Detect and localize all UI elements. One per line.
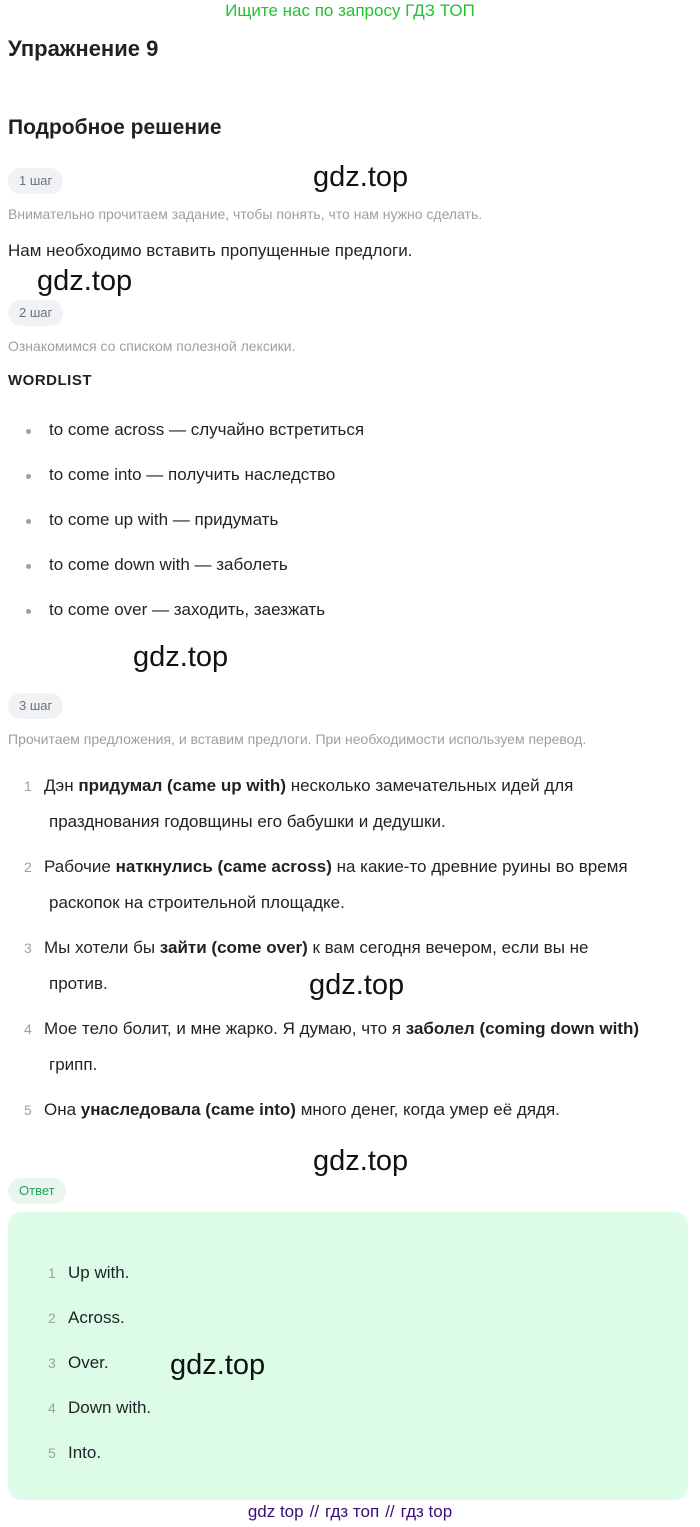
word-entry: to come across — случайно встретиться: [49, 420, 365, 439]
step-2-chip: 2 шаг: [8, 300, 63, 326]
solution-heading: Подробное решение: [8, 116, 222, 139]
step-1-hint: Внимательно прочитаем задание, чтобы понять, что нам нужно сделать.: [8, 206, 483, 222]
watermark: gdz.top: [313, 1145, 409, 1177]
footer-link[interactable]: гдз топ: [325, 1502, 380, 1521]
sentence-continuation: празднования годовщины его бабушки и дедушки.: [49, 812, 446, 831]
sentence-line: Мы хотели бы зайти (come over) к вам сегодня вечером, если вы не: [44, 938, 589, 957]
watermark: gdz.top: [313, 161, 409, 193]
footer-separator: //: [385, 1502, 395, 1521]
bullet-icon: [26, 564, 31, 569]
footer-link[interactable]: gdz top: [247, 1502, 304, 1521]
bullet-icon: [26, 474, 31, 479]
answer-number: 3: [48, 1355, 56, 1371]
watermark: gdz.top: [133, 641, 229, 673]
answer-text: Across.: [68, 1308, 125, 1327]
answer-item: [0, 1263, 700, 1287]
answer-text: Over.: [68, 1353, 109, 1372]
bullet-icon: [26, 429, 31, 434]
promo-banner: Ищите нас по запросу ГДЗ ТОП: [225, 1, 475, 20]
sentence-item: [0, 1100, 700, 1126]
answer-text: Into.: [68, 1443, 102, 1462]
step-2-hint: Ознакомимся со списком полезной лексики.: [8, 338, 296, 354]
sentence-number: 3: [24, 940, 32, 956]
answer-highlight: придумал (came up with): [78, 776, 286, 795]
sentence-number: 2: [24, 859, 32, 875]
answer-item: [0, 1443, 700, 1467]
answer-number: 2: [48, 1310, 56, 1326]
word-entry: to come up with — придумать: [49, 510, 279, 529]
bullet-icon: [26, 519, 31, 524]
answer-number: 5: [48, 1445, 56, 1461]
sentence-item: [0, 1019, 700, 1079]
footer-link[interactable]: гдз top: [400, 1502, 453, 1521]
sentence-line: Дэн придумал (came up with) несколько замечательных идей для: [44, 776, 574, 795]
answer-number: 4: [48, 1400, 56, 1416]
sentence-item: [0, 857, 700, 917]
answer-text: Up with.: [68, 1263, 130, 1282]
watermark: gdz.top: [309, 969, 405, 1001]
sentence-continuation: грипп.: [49, 1055, 98, 1074]
answer-highlight: унаследовала (came into): [80, 1100, 296, 1119]
sentence-item: [0, 776, 700, 836]
word-entry: to come into — получить наследство: [49, 465, 336, 484]
word-entry: to come over — заходить, заезжать: [49, 600, 326, 619]
step-3-chip: 3 шаг: [8, 693, 63, 719]
answer-highlight: наткнулись (came across): [115, 857, 332, 876]
answer-highlight: зайти (come over): [159, 938, 308, 957]
sentence-number: 5: [24, 1102, 32, 1118]
word-entry: to come down with — заболеть: [49, 555, 288, 574]
sentence-continuation: раскопок на строительной площадке.: [49, 893, 345, 912]
sentence-number: 1: [24, 778, 32, 794]
step-1-text: Нам необходимо вставить пропущенные предлоги.: [8, 241, 413, 260]
footer-separator: //: [309, 1502, 320, 1521]
watermark: gdz.top: [37, 265, 133, 297]
wordlist-title: WORDLIST: [8, 372, 92, 389]
step-1-chip: 1 шаг: [8, 168, 63, 194]
answer-item: [0, 1308, 700, 1332]
sentence-line: Мое тело болит, и мне жарко. Я думаю, что я заболел (coming down with): [44, 1019, 640, 1038]
answer-number: 1: [48, 1265, 56, 1281]
answer-item: [0, 1353, 700, 1377]
sentence-line: Рабочие наткнулись (came across) на какие-то древние руины во время: [44, 857, 628, 876]
footer-links: [0, 1502, 700, 1522]
sentence-continuation: против.: [49, 974, 108, 993]
answer-chip: Ответ: [8, 1178, 66, 1204]
answer-text: Down with.: [68, 1398, 152, 1417]
sentence-number: 4: [24, 1021, 32, 1037]
watermark: gdz.top: [170, 1349, 266, 1381]
bullet-icon: [26, 609, 31, 614]
answer-highlight: заболел (coming down with): [405, 1019, 640, 1038]
step-3-hint: Прочитаем предложения, и вставим предлоги. При необходимости используем перевод.: [8, 731, 587, 747]
answer-item: [0, 1398, 700, 1422]
page-title: Упражнение 9: [8, 36, 159, 61]
sentence-line: Она унаследовала (came into) много денег, когда умер её дядя.: [44, 1100, 560, 1119]
